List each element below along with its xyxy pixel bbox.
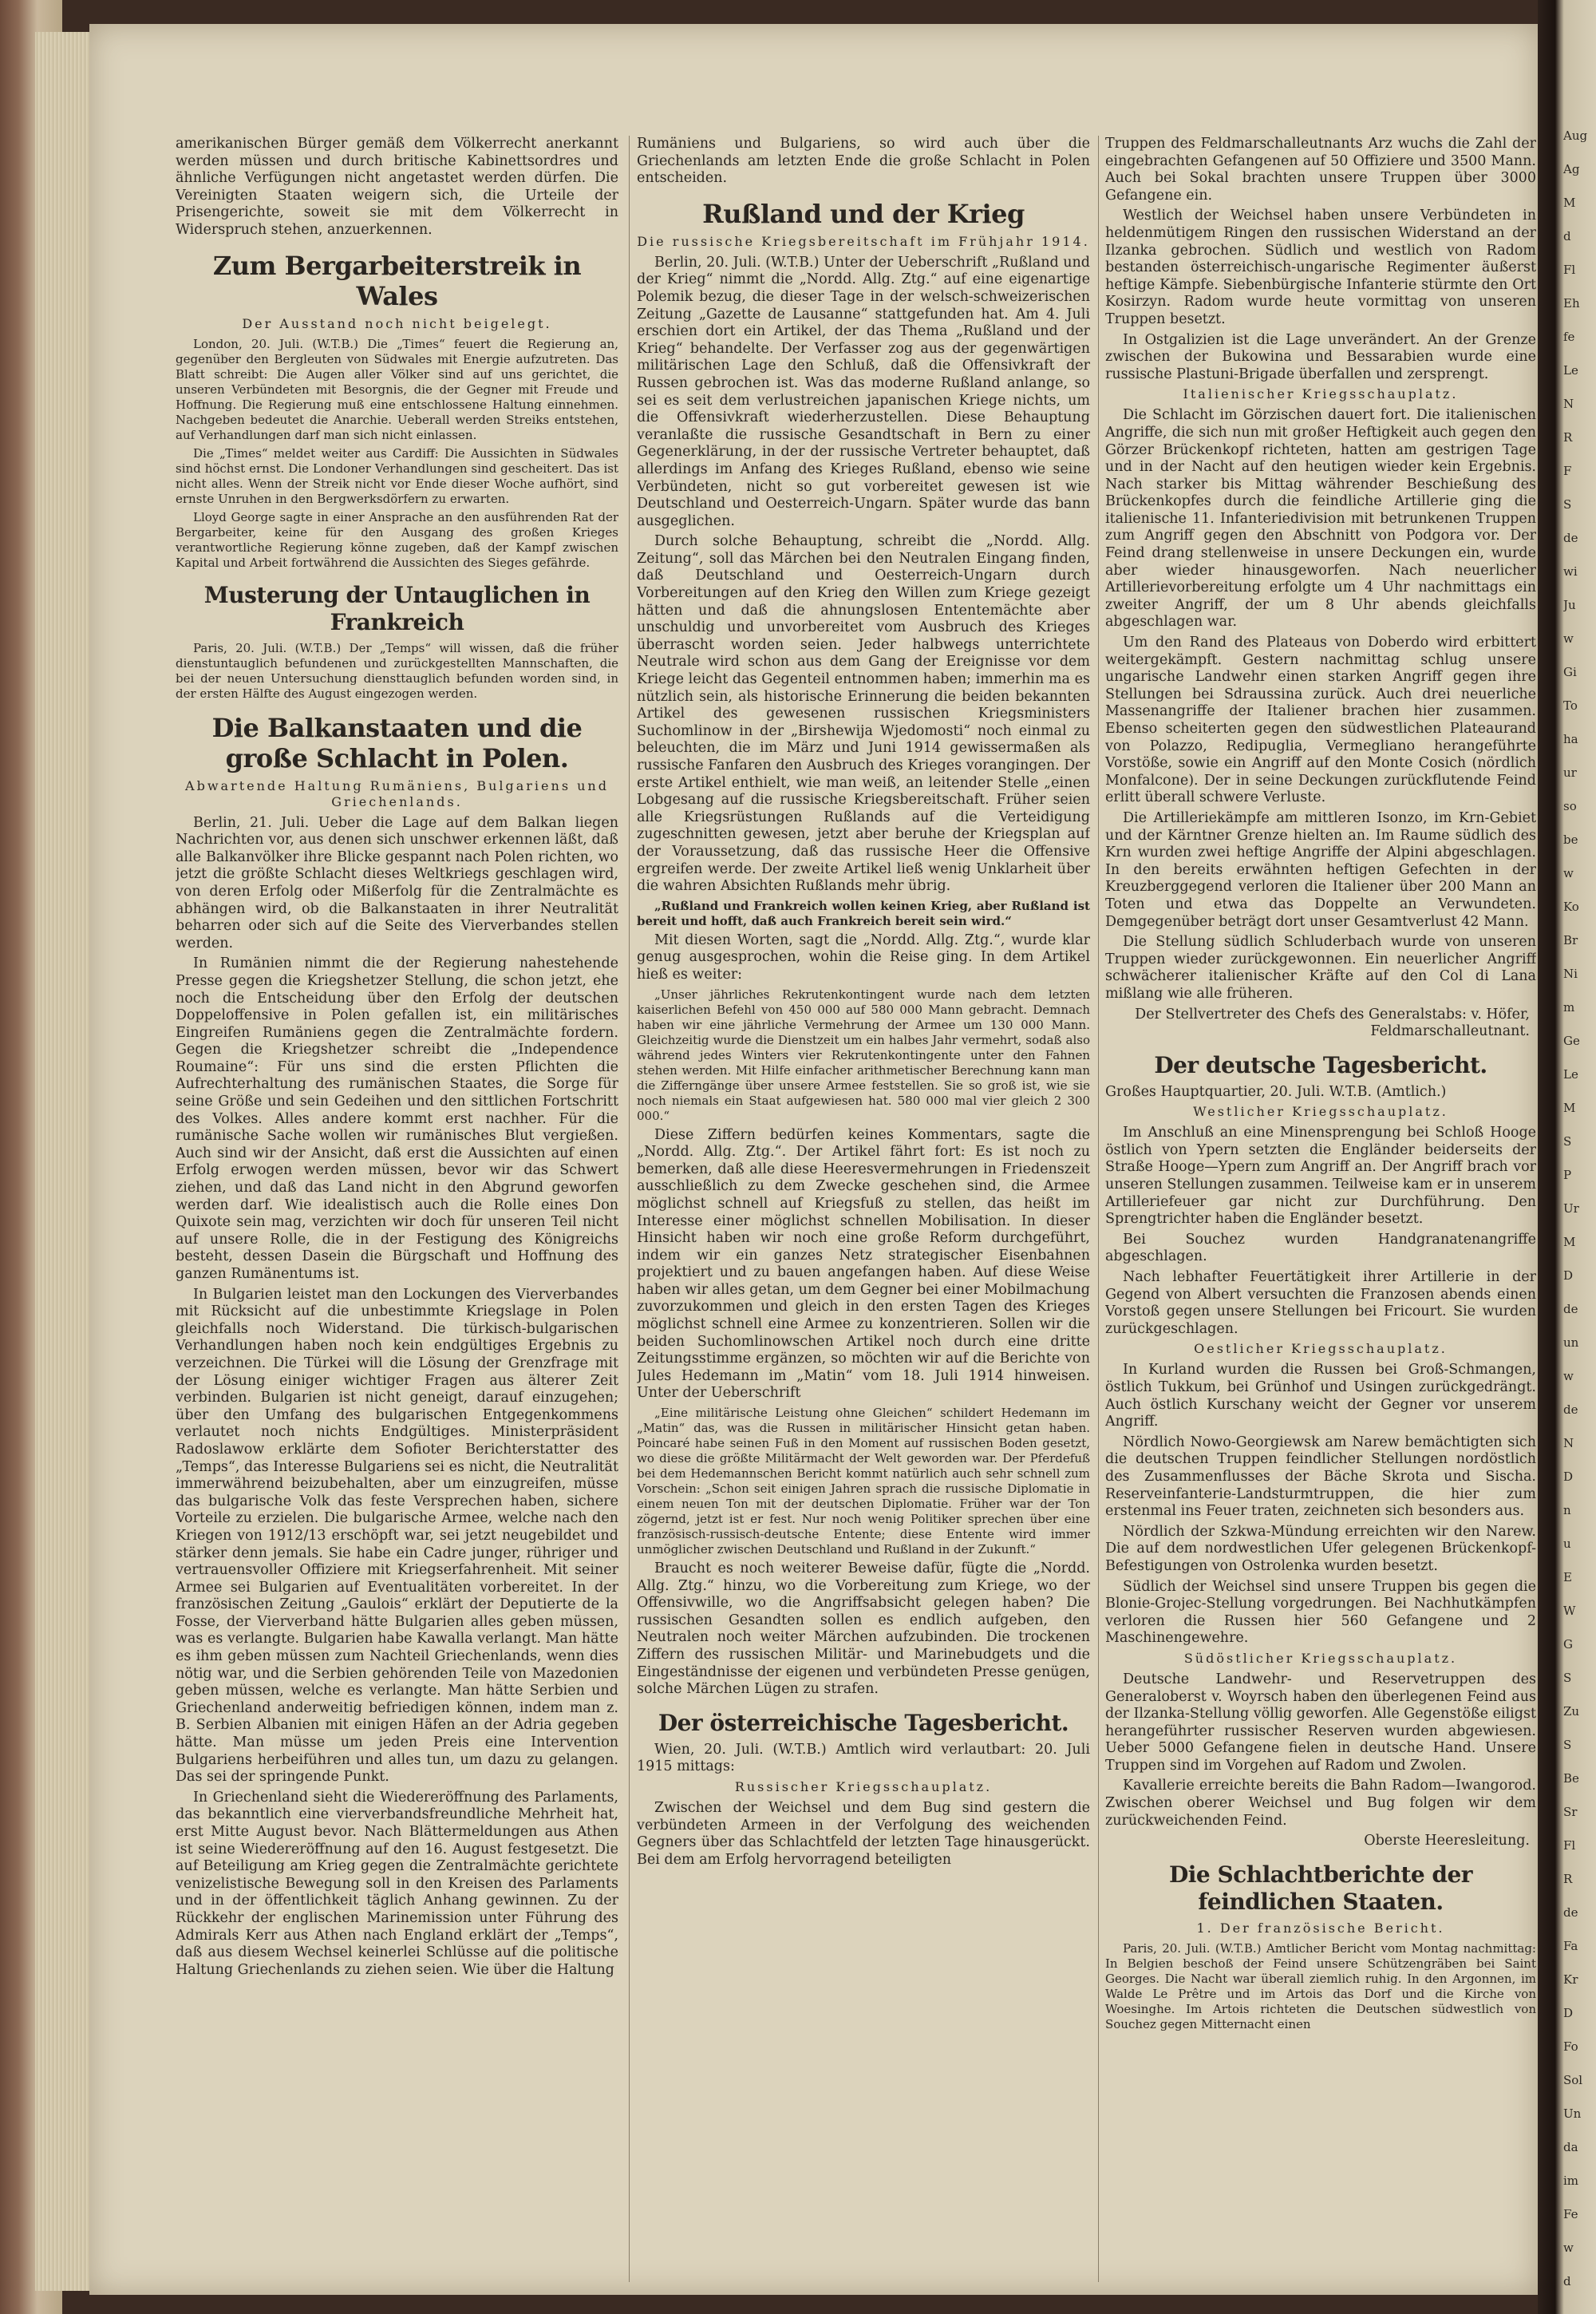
paragraph: Paris, 20. Juli. (W.T.B.) Amtlicher Bericht vom Montag nachmittag: In Belgien beschoß der Feind unsere Schützengräben bei Saint Georges. Die Nacht war überall ziemlich ruhig. In den Argonnen, im Walde Le Prêtre und im Artois das Dorf und die Kirche von Woesinghe. Im Artois richteten die Deutschen südwestlich von Souchez gegen Mitternacht einen bbox=[1105, 1940, 1536, 2031]
facing-page-fragment: Fe bbox=[1563, 2207, 1578, 2221]
paragraph: In Rumänien nimmt die der Regierung nahestehende Presse gegen die Kriegshetzer Stellung, die schon jetzt, ehe noch die Entscheidung über den Erfolg der deutschen Doppeloffensive in Polen gefallen ist, ein militärisches Eingreifen Rumäniens gegen die Zentralmächte fordern. Gegen die Kriegshetzer schreibt die „Independence Roumaine“: Für uns sind die ersten Pflichten die Aufrechterhaltung des rumänischen Staates, die Sorge für seine Größe und sein Gedeihen und den sittlichen Fortschritt des Volkes. Alles andere kommt erst nachher. Für die rumänische Sache wollen wir rumänisches Blut vergießen. Auch sind wir der Ansicht, daß erst die Aussichten auf einen Erfolg erwogen werden müssen, bevor wir das Schwert ziehen, und daß das Land nicht in den Abgrund geworfen werden darf. Wie idealistisch auch die Rolle eines Don Quixote sein mag, verzichten wir doch für unseren Teil nicht auf unsere Rolle, die in der Festigung des Königreichs besteht, dessen Dasein die Bürgschaft und Hoffnung des ganzen Rumänentums ist. bbox=[176, 955, 618, 1282]
facing-page-fragment: S bbox=[1563, 1134, 1572, 1149]
subheading: Abwartende Haltung Rumäniens, Bulgariens und Griechenlands. bbox=[185, 777, 609, 809]
paragraph: Durch solche Behauptung, schreibt die „Nordd. Allg. Zeitung“, soll das Märchen bei den Neutralen Eingang finden, daß Deutschland und Oesterreich-Ungarn durch Vorbereitungen auf den Krieg den Willen zum Kriege gezeigt hätten und daß die ahnungslosen Ententemächte aber unschuldig und unvorbereitet vom Ausbruch des Krieges überrascht worden seien. Jeder halbwegs unterrichtete Neutrale wird schon aus dem Gang der Ereignisse vor dem Kriege leicht das Gegenteil entnommen haben; immerhin ma es nützlich sein, als historische Erinnerung die beiden bekannten Artikel des gewesenen russischen Kriegsministers Suchomlinow in der „Birshewija Wjedomosti“ noch einmal zu beleuchten, die im März und Juni 1914 gewissermaßen als russische Fanfaren den Ausbruch des Krieges vorangingen. Der erste Artikel enthielt, wie man weiß, an leitender Stelle „einen Lobgesang auf die russische Kriegsbereitschaft. Früher seien alle Kriegsrüstungen Rußlands auf die Verteidigung zugeschnitten gewesen, jetzt aber beruhe der Kriegsplan auf der Voraussetzung, daß das russische Heer die Offensive ergreifen werde. Der zweite Artikel ließ wenig Unklarheit über die wahren Absichten Rußlands mehr übrig. bbox=[637, 533, 1090, 895]
paragraph: Wien, 20. Juli. (W.T.B.) Amtlich wird verlautbart: 20. Juli 1915 mittags: bbox=[637, 1741, 1090, 1775]
facing-page-fragment: R bbox=[1563, 1872, 1573, 1886]
facing-page-fragment: W bbox=[1563, 1604, 1576, 1618]
quote: „Eine militärische Leistung ohne Gleichen“ schildert Hedemann im „Matin“ das, was die Russen in militärischer Hinsicht getan haben. Poincaré habe seinen Fuß in den Moment auf russischen Boden gesetzt, wo diese die größte Militärmacht der Welt geworden war. Der Pferdefuß bei dem Hedemannschen Bericht kommt natürlich auch sehr schnell zum Vorschein: „Schon seit einigen Jahren sprach die russische Diplomatie in einem neuen Ton mit der deutschen Diplomatie. Früher war der Ton zögernd, jetzt ist er fest. Nur noch wenig Politiker sprechen über eine französisch-russisch-deutsche Entente; diese Entente wird immer unmöglicher zwischen Deutschland und Rußland in der Zukunft.“ bbox=[637, 1406, 1090, 1557]
facing-page-fragment: Fa bbox=[1563, 1939, 1578, 1953]
facing-page-fragment: Ur bbox=[1563, 1201, 1579, 1216]
facing-page-fragment: G bbox=[1563, 1637, 1573, 1651]
facing-page-fragment: To bbox=[1563, 698, 1578, 713]
facing-page-fragment: wi bbox=[1563, 564, 1578, 579]
facing-page-fragment: w bbox=[1563, 631, 1574, 646]
facing-page-fragment: P bbox=[1563, 1168, 1572, 1182]
facing-page-fragment: Kr bbox=[1563, 1972, 1578, 1987]
facing-page-fragment: da bbox=[1563, 2140, 1578, 2154]
facing-page-fragment: ha bbox=[1563, 732, 1578, 746]
facing-page-fragment: d bbox=[1563, 229, 1571, 243]
facing-page-fragment: w bbox=[1563, 2241, 1574, 2255]
paragraph: Bei Souchez wurden Handgranatenangriffe abgeschlagen. bbox=[1105, 1231, 1536, 1265]
facing-page-fragment: d bbox=[1563, 2274, 1571, 2288]
facing-page-fragment: Be bbox=[1563, 1771, 1579, 1786]
subheading: Italienischer Kriegsschauplatz. bbox=[1183, 386, 1459, 402]
paragraph: London, 20. Juli. (W.T.B.) Die „Times“ feuert die Regierung an, gegenüber den Bergleuten von Südwales mit Energie aufzutreten. Das Blatt schreibt: Die Augen aller Völker sind auf uns gerichtet, die unseren Verbündeten mit Besorgnis, die der Gegner mit Freude und Hoffnung. Die Regierung muß eine entschlossene Haltung einnehmen. Nachgeben bedeutet die Anarchie. Ueberall werden Streiks entstehen, auf Verhandlungen darf man sich nicht einlassen. bbox=[176, 336, 618, 442]
facing-page-fragment: Un bbox=[1563, 2106, 1582, 2121]
paragraph: Zwischen der Weichsel und dem Bug sind gestern die verbündeten Armeen in der Verfolgung des weichenden Gegners über das Schlachtfeld der letzten Tage hinausgerückt. Bei dem am Erfolg hervorragend beteiligten bbox=[637, 1799, 1090, 1868]
headline-bergarbeiterstreik: Zum Bergarbeiterstreik in Wales bbox=[212, 250, 582, 311]
facing-page-fragment: Br bbox=[1563, 933, 1578, 947]
paragraph: Berlin, 20. Juli. (W.T.B.) Unter der Ueberschrift „Rußland und der Krieg“ nimmt die „Nordd. Allg. Ztg.“ auf eine eigenartige Polemik bezug, die dieser Tage in der welsch-schweizerischen Zeitung „Gazette de Lausanne“ stattgefunden hat. Am 4. Juli erschien dort ein Artikel, der das Thema „Rußland und der Krieg“ behandelte. Der Verfasser zog aus der gegenwärtigen militärischen Lage den Schluß, daß die Offensivkraft der Russen gebrochen ist. Was das moderne Rußland anlange, so sei es seit dem verlustreichen japanischen Kriege nichts, um die Offensivkraft wiederherzustellen. Diese Behauptung veranlaßte die russische Gesandtschaft in Bern zu einer Gegenerklärung, in der der russische Vertreter behauptet, daß allerdings im Anfang des Krieges Rußland, ebenso wie seine Verbündeten, nicht so gut vorbereitet gewesen ist wie Deutschland und Oesterreich-Ungarn. Später wurde das bann ausgeglichen. bbox=[637, 254, 1090, 529]
column-rule bbox=[1098, 136, 1099, 2282]
paragraph: Großes Hauptquartier, 20. Juli. W.T.B. (Amtlich.) bbox=[1105, 1083, 1447, 1100]
facing-page-fragment: Zu bbox=[1563, 1704, 1580, 1719]
facing-page-fragment: ur bbox=[1563, 765, 1577, 780]
facing-page-fragment: Eh bbox=[1563, 296, 1580, 311]
headline-musterung: Musterung der Untauglichen in Frankreich bbox=[203, 581, 591, 635]
signature: Der Stellvertreter des Chefs des Generalstabs: v. Höfer, Feldmarschalleutnant. bbox=[1135, 1006, 1530, 1040]
facing-page-fragment: m bbox=[1563, 1000, 1575, 1015]
paragraph: Westlich der Weichsel haben unsere Verbündeten in heldenmütigem Ringen den russischen Widerstand an der Ilzanka gebrochen. Südlich und westlich von Radom bestanden österreichisch-ungarische Regimenter äußerst heftige Kämpfe. Siebenbürgische Infanterie stürmte den Ort Kosirzyn. Radom wurde heute vormittag von unseren Truppen besetzt. bbox=[1105, 208, 1536, 327]
facing-page-fragment: de bbox=[1563, 1402, 1578, 1417]
paragraph: Lloyd George sagte in einer Ansprache an den ausführenden Rat der Bergarbeiter, keine für den Ausgang des großen Krieges verantwortliche Regierung könne zugeben, daß der Kampf zwischen Kapital und Arbeit fortwährend die Aussichten des Sieges gefährde. bbox=[176, 509, 618, 570]
facing-page-fragment: so bbox=[1563, 799, 1577, 813]
paragraph: Truppen des Feldmarschalleutnants Arz wuchs die Zahl der eingebrachten Gefangenen auf 50 Offiziere und 3500 Mann. Auch bei Sokal brachten unsere Truppen über 3000 Gefangene ein. bbox=[1105, 136, 1536, 204]
paragraph: Braucht es noch weiterer Beweise dafür, fügte die „Nordd. Allg. Ztg.“ hinzu, wo die Vorbereitung zum Kriege, wo der Offensivwille, wo die Angriffsabsicht gelegen haben? Die russischen Gesandten sollen es endlich aufgeben, den Neutralen noch weiter Märchen aufzubinden. Die trockenen Ziffern des russischen Militär- und Marinebudgets und die Eingeständnisse der eigenen und verbündeten Presse genügen, solche Märchen Lügen zu strafen. bbox=[637, 1560, 1090, 1698]
paragraph: Deutsche Landwehr- und Reservetruppen des Generaloberst v. Woyrsch haben den überlegenen Feind aus der Ilzanka-Stellung völlig geworfen. Alle Gegenstöße eiligst herangeführter russischer Reserven wurden abgewiesen. Ueber 5000 Gefangene fielen in deutsche Hand. Unsere Truppen sind im Vorgehen auf Radom und Zwolen. bbox=[1105, 1671, 1536, 1774]
headline-deutsche-tagesbericht: Der deutsche Tagesbericht. bbox=[1154, 1051, 1487, 1078]
facing-page-fragment: Ag bbox=[1563, 162, 1580, 176]
paragraph: Südlich der Weichsel sind unsere Truppen bis gegen die Blonie-Grojec-Stellung vorgedrungen. Bei Nachhutkämpfen verloren die Russen hier 560 Gefangene und 2 Maschinengewehre. bbox=[1105, 1578, 1536, 1647]
paragraph: Nach lebhafter Feuertätigkeit ihrer Artillerie in der Gegend von Albert versuchten die Franzosen abends einen Vorstoß gegen unsere Stellungen bei Fricourt. Sie wurden zurückgeschlagen. bbox=[1105, 1269, 1536, 1337]
facing-page-fragment: Ni bbox=[1563, 967, 1578, 981]
paragraph: Nördlich der Szkwa-Mündung erreichten wir den Narew. Die auf dem nordwestlichen Ufer gelegenen Brückenkopf-Befestigungen von Ostrolenka wurden besetzt. bbox=[1105, 1523, 1536, 1574]
facing-page-fragment: Fo bbox=[1563, 2039, 1578, 2054]
headline-oesterreich-tagesbericht: Der österreichische Tagesbericht. bbox=[658, 1709, 1069, 1736]
facing-page-fragment: D bbox=[1563, 2006, 1574, 2020]
subheading: Die russische Kriegsbereitschaft im Frühjahr 1914. bbox=[637, 233, 1090, 249]
paragraph: Die Schlacht im Görzischen dauert fort. Die italienischen Angriffe, die sich nun mit großer Heftigkeit auch gegen den Görzer Brückenkopf richteten, hatten am gestrigen Tage und in der Nacht auf den heutigen wieder kein Ergebnis. Nach starker bis Mittag währender Beschießung des Brückenkopfes durch die feindliche Artillerie ging die italienische 11. Infanteriedivision mit betrunkenen Truppen zum Angriff gegen den Abschnitt von Podgora vor. Der Feind drang stellenweise in unsere Deckungen ein, wurde aber wieder hinausgeworfen. Nach neuerlicher Artillerievorbereitung erfolgte um 4 Uhr nachmittags ein zweiter Angriff, der um 8 Uhr abends gleichfalls abgeschlagen war. bbox=[1105, 407, 1536, 631]
facing-page-fragment: S bbox=[1563, 1671, 1572, 1685]
paragraph: In Kurland wurden die Russen bei Groß-Schmangen, östlich Tukkum, bei Grünhof und Usingen zurückgedrängt. Auch östlich Kurschany weicht der Gegner vor unserem Angriff. bbox=[1105, 1362, 1536, 1430]
facing-page-fragment: im bbox=[1563, 2174, 1579, 2188]
facing-page-fragment: Ge bbox=[1563, 1034, 1580, 1048]
column-2 bbox=[637, 136, 1090, 2287]
subheading: Westlicher Kriegsschauplatz. bbox=[1193, 1104, 1448, 1120]
paragraph: Kavallerie erreichte bereits die Bahn Radom—Iwangorod. Zwischen oberer Weichsel und Bug folgen wir dem zurückweichenden Feind. bbox=[1105, 1778, 1536, 1829]
facing-page-fragment: N bbox=[1563, 1436, 1574, 1450]
facing-page-fragment: Ko bbox=[1563, 900, 1579, 914]
headline-schlachtberichte: Die Schlachtberichte der feindlichen Staaten. bbox=[1168, 1861, 1473, 1915]
column-3 bbox=[1105, 136, 1536, 2287]
facing-page-fragment: Sr bbox=[1563, 1805, 1578, 1819]
paragraph: Berlin, 21. Juli. Ueber die Lage auf dem Balkan liegen Nachrichten vor, aus denen sich unschwer erkennen läßt, daß alle Balkanvölker ihre Blicke gespannt nach Polen richten, wo jetzt die größte Schlacht dieses Weltkriegs geschlagen wird, von deren Erfolg oder Mißerfolg für die Zentralmächte es abhängen wird, ob die Balkanstaaten in ihrer Neutralität beharren oder sich auf die Seite des Vierverbandes stellen werden. bbox=[176, 814, 618, 951]
paragraph: Die „Times“ meldet weiter aus Cardiff: Die Aussichten in Südwales sind höchst ernst. Die Londoner Verhandlungen sind gescheitert. Das ist nicht alles. Wenn der Streik nicht vor Ende dieser Woche aufhört, sind ernste Unruhen in den Bergwerksdörfern zu erwarten. bbox=[176, 445, 618, 506]
subheading: Russischer Kriegsschauplatz. bbox=[734, 1778, 993, 1794]
paragraph: In Ostgalizien ist die Lage unverändert. An der Grenze zwischen der Bukowina und Bessarabien wurde eine russische Plastuni-Brigade überfallen und zersprengt. bbox=[1105, 331, 1536, 382]
facing-page-fragment: w bbox=[1563, 1369, 1574, 1383]
facing-page-fragment: w bbox=[1563, 866, 1574, 880]
column-rule bbox=[629, 136, 630, 2282]
facing-page-fragment: be bbox=[1563, 833, 1578, 847]
facing-page-fragment: fe bbox=[1563, 330, 1575, 344]
facing-page-fragment: M bbox=[1563, 196, 1576, 210]
quote: „Unser jährliches Rekrutenkontingent wurde nach dem letzten kaiserlichen Befehl von 450 000 auf 580 000 Mann gebracht. Demnach haben wir eine jährliche Vermehrung der Armee um 130 000 Mann. Gleichzeitig wurde die Dienstzeit um ein halbes Jahr vermehrt, sodaß also während jedes Winters vier Rekrutenkontingente unter den Fahnen stehen werden. Mit Hilfe einfacher arithmetischer Berechnung kann man die Zifferngänge über unsere Armee feststellen. Sie so groß ist, wie sie noch niemals ein Staat aufgewiesen hat. 580 000 mal vier gleich 2 300 000.“ bbox=[637, 987, 1090, 1123]
facing-page-fragment: Fl bbox=[1563, 263, 1576, 277]
facing-page-fragment: Ju bbox=[1563, 598, 1576, 612]
facing-page-fragment: R bbox=[1563, 430, 1573, 445]
facing-page-fragment: de bbox=[1563, 1302, 1578, 1316]
column-1 bbox=[176, 136, 618, 2287]
subheading: Der Ausstand noch nicht beigelegt. bbox=[242, 315, 552, 331]
facing-page-fragment: S bbox=[1563, 1738, 1572, 1752]
facing-page-fragment: F bbox=[1563, 464, 1572, 478]
paragraph: Nördlich Nowo-Georgiewsk am Narew bemächtigten sich die deutschen Truppen feindlicher Stellungen nordöstlich des Zusammenflusses der Bäche Skrota und Sischa. Reserveinfanterie-Landsturmtruppen, die hier zum erstenmal ins Feuer traten, zeichneten sich besonders aus. bbox=[1105, 1434, 1536, 1520]
facing-page-fragment: M bbox=[1563, 1235, 1576, 1249]
facing-page-fragment: Fl bbox=[1563, 1838, 1576, 1853]
facing-page-fragment: Le bbox=[1563, 1067, 1578, 1082]
facing-page-fragment: M bbox=[1563, 1101, 1576, 1115]
headline-russland-krieg: Rußland und der Krieg bbox=[702, 198, 1025, 229]
facing-page-fragment: D bbox=[1563, 1469, 1574, 1484]
headline-balkanstaaten: Die Balkanstaaten und die große Schlacht in Polen. bbox=[211, 712, 583, 773]
paragraph: In Bulgarien leistet man den Lockungen des Vierverbandes mit Rücksicht auf die unbestimmte Kriegslage in Polen gleichfalls noch Widerstand. Die türkisch-bulgarischen Verhandlungen haben noch kein endgültiges Ergebnis zu verzeichnen. Die Türkei will die Lösung der Grenzfrage mit der Lösung einiger wichtiger Fragen aus älterer Zeit verbinden. Bulgarien ist nicht geneigt, darauf einzugehen; über den Umfang des bulgarischen Entgegenkommens verlautet noch nichts Endgültiges. Ministerpräsident Radoslawow erklärte dem Sofioter Berichterstatter des „Temps“, das Interesse Bulgariens sei es nicht, die Neutralität immerwährend beizubehalten, aber um einzugreifen, müsse das bulgarische Volk das feste Versprechen haben, sichere Vorteile zu erzielen. Die bulgarische Armee, welche nach den Kriegen von 1912/13 erschöpft war, sei jetzt neugebildet und stärker denn jemals. Sie habe ein Cadre junger, rühriger und vertrauensvoller Offiziere mit Kriegserfahrenheit. Mit seiner Armee sei Bulgarien auf Eventualitäten vorbereitet. In der französischen Zeitung „Gaulois“ erklärt der Deputierte de la Fosse, der Vierverband hätte Bulgarien alles geben müssen, was es verlangte. Bulgarien habe Kawalla verlangt. Man hätte es ihm geben müssen zum Nachteil Griechenlands, wenn dies nötig war, und die Serbien gehörenden Teile von Mazedonien geben müssen, welche es verlangte. Man hätte Serbien und Griechenland anderweitig befriedigen können, indem man z. B. Serbien Albanien mit einigen Häfen an der Adria gegeben hätte. Man müsse um jeden Preis eine Intervention Bulgariens herbeiführen und alles tun, um dazu zu gelangen. Das sei der springende Punkt. bbox=[176, 1286, 618, 1786]
paragraph: Die Artilleriekämpfe am mittleren Isonzo, im Krn-Gebiet und der Kärntner Grenze hielten an. Im Raume südlich des Krn wurden zwei heftige Angriffe der Alpini abgeschlagen. In den bereits erwähnten heftigen Gefechten in der Kreuzberggegend verloren die Italiener über 200 Mann an Toten und etwa das Doppelte an Verwundeten. Demgegenüber beträgt dort unser Gesamtverlust 42 Mann. bbox=[1105, 809, 1536, 930]
subheading: Oestlicher Kriegsschauplatz. bbox=[1194, 1341, 1448, 1357]
facing-page-fragment: n bbox=[1563, 1503, 1571, 1517]
facing-page-fragment: S bbox=[1563, 497, 1572, 512]
subheading: Südöstlicher Kriegsschauplatz. bbox=[1183, 1650, 1458, 1666]
quote: „Rußland und Frankreich wollen keinen Krieg, aber Rußland ist bereit und hofft, daß auch Frankreich bereit sein wird.“ bbox=[637, 898, 1090, 928]
facing-page-fragment: un bbox=[1563, 1335, 1579, 1350]
facing-page-fragment: de bbox=[1563, 1905, 1578, 1920]
facing-page-fragment: de bbox=[1563, 531, 1578, 545]
paragraph: Rumäniens und Bulgariens, so wird auch über die Griechenlands am letzten Ende die große Schlacht in Polen entscheiden. bbox=[637, 136, 1090, 187]
facing-page-fragment: u bbox=[1563, 1537, 1571, 1551]
facing-page-fragment: D bbox=[1563, 1268, 1574, 1283]
paragraph: Paris, 20. Juli. (W.T.B.) Der „Temps“ will wissen, daß die früher dienstuntauglich befundenen und zurückgestellten Mannschaften, die bei der neuen Untersuchung diensttauglich befunden worden sind, in der ersten Hälfte des August eingezogen werden. bbox=[176, 640, 618, 701]
paragraph: Die Stellung südlich Schluderbach wurde von unseren Truppen wieder zurückgewonnen. Ein neuerlicher Angriff schwächerer italienischer Kräfte auf den Col di Lana mißlang wie alle früheren. bbox=[1105, 934, 1536, 1002]
facing-page-fragment: Sol bbox=[1563, 2073, 1583, 2087]
paragraph: In Griechenland sieht die Wiedereröffnung des Parlaments, das bekanntlich eine vierverbandsfreundliche Mehrheit hat, erst Mitte August bevor. Nach Blättermeldungen aus Athen ist seine Wiedereröffnung auf den 16. August festgesetzt. Die auf Beteiligung am Krieg gegen die Zentralmächte gerichtete venizelistische Bewegung soll in den Kreisen des Parlaments und in der öffentlichkeit täglich Anhang gewinnen. Zu der Rückkehr der englischen Marinemission unter Führung des Admirals Kerr aus Athen nach England erklärt der „Temps“, daß aus diesem Wechsel keinerlei Schlüsse auf die politische Haltung Griechenlands zu ziehen seien. Wie über die Haltung bbox=[176, 1789, 618, 1978]
facing-page-fragment: N bbox=[1563, 397, 1574, 411]
signature: Oberste Heeresleitung. bbox=[1364, 1833, 1530, 1849]
facing-page-fragment: E bbox=[1563, 1570, 1572, 1584]
facing-page-fragment: Le bbox=[1563, 363, 1578, 378]
paragraph: Um den Rand des Plateaus von Doberdo wird erbittert weitergekämpft. Gestern nachmittag schlug unsere ungarische Landwehr einen starken Angriff gegen ihre Stellungen bei Sdraussina zurück. Auch drei neuerliche Massenangriffe der Italiener brachen hier zusammen. Ebenso scheiterten gegen den südwestlichen Plateaurand von Polazzo, Redipuglia, Vermegliano herangeführte Vorstöße, sowie ein Angriff auf den Monte Cosich (nördlich Monfalcone). Der in seine Deckungen zurückflutende Feind erlitt überall schwere Verluste. bbox=[1105, 635, 1536, 806]
facing-page-fragment: Aug bbox=[1563, 129, 1588, 143]
page-stack-edge bbox=[35, 32, 93, 2291]
paragraph: Diese Ziffern bedürfen keines Kommentars, sagte die „Nordd. Allg. Ztg.“. Der Artikel fährt fort: Es ist noch zu bemerken, daß alle diese Heeresvermehrungen in Friedenszeit ausschließlich zu dem Zwecke geschehen sind, die Armee möglichst schnell auf Kriegsfuß zu stellen, das heißt im Interesse einer möglichst schnellen Mobilisation. In dieser Hinsicht haben wir noch eine große Reform durchgeführt, indem wir ein ganzes Netz strategischer Eisenbahnen projektiert und zu bauen angefangen haben. Auf diese Weise haben wir alles getan, um dem Gegner bei einer Mobilmachung zuvorzukommen und gleich in den ersten Tagen des Krieges möglichst schnell eine Armee zu konzentrieren. Sollen wir die beiden Suchomlinowschen Artikel noch durch eine dritte Zeitungsstimme ergänzen, so möchten wir auf die Berichte von Jules Hedemann im „Matin“ vom 18. Juli 1914 hinweisen. Unter der Ueberschrift bbox=[637, 1126, 1090, 1402]
paragraph: Im Anschluß an eine Minensprengung bei Schloß Hooge östlich von Ypern setzten die Engländer beiderseits der Straße Hooge—Ypern zum Angriff an. Der Angriff brach vor unseren Stellungen zusammen. Teilweise kam er in unserem Artilleriefeuer gar nicht zur Durchführung. Den Sprengtrichter haben die Engländer besetzt. bbox=[1105, 1125, 1536, 1228]
subheading: 1. Der französische Bericht. bbox=[1196, 1920, 1445, 1936]
paragraph: amerikanischen Bürger gemäß dem Völkerrecht anerkannt werden müssen und durch britische Kabinettsordres und ähnliche Verfügungen nicht angetastet werden dürfen. Die Vereinigten Staaten weigern sich, die Urteile der Prisengerichte, soweit sie mit dem Völkerrecht in Widerspruch stehen, anzuerkennen. bbox=[176, 136, 618, 238]
paragraph: Mit diesen Worten, sagt die „Nordd. Allg. Ztg.“, wurde klar genug ausgesprochen, wohin die Reise ging. In dem Artikel hieß es weiter: bbox=[637, 932, 1090, 983]
facing-page-fragment: Gi bbox=[1563, 665, 1577, 679]
facing-page-edge bbox=[1538, 0, 1596, 2314]
